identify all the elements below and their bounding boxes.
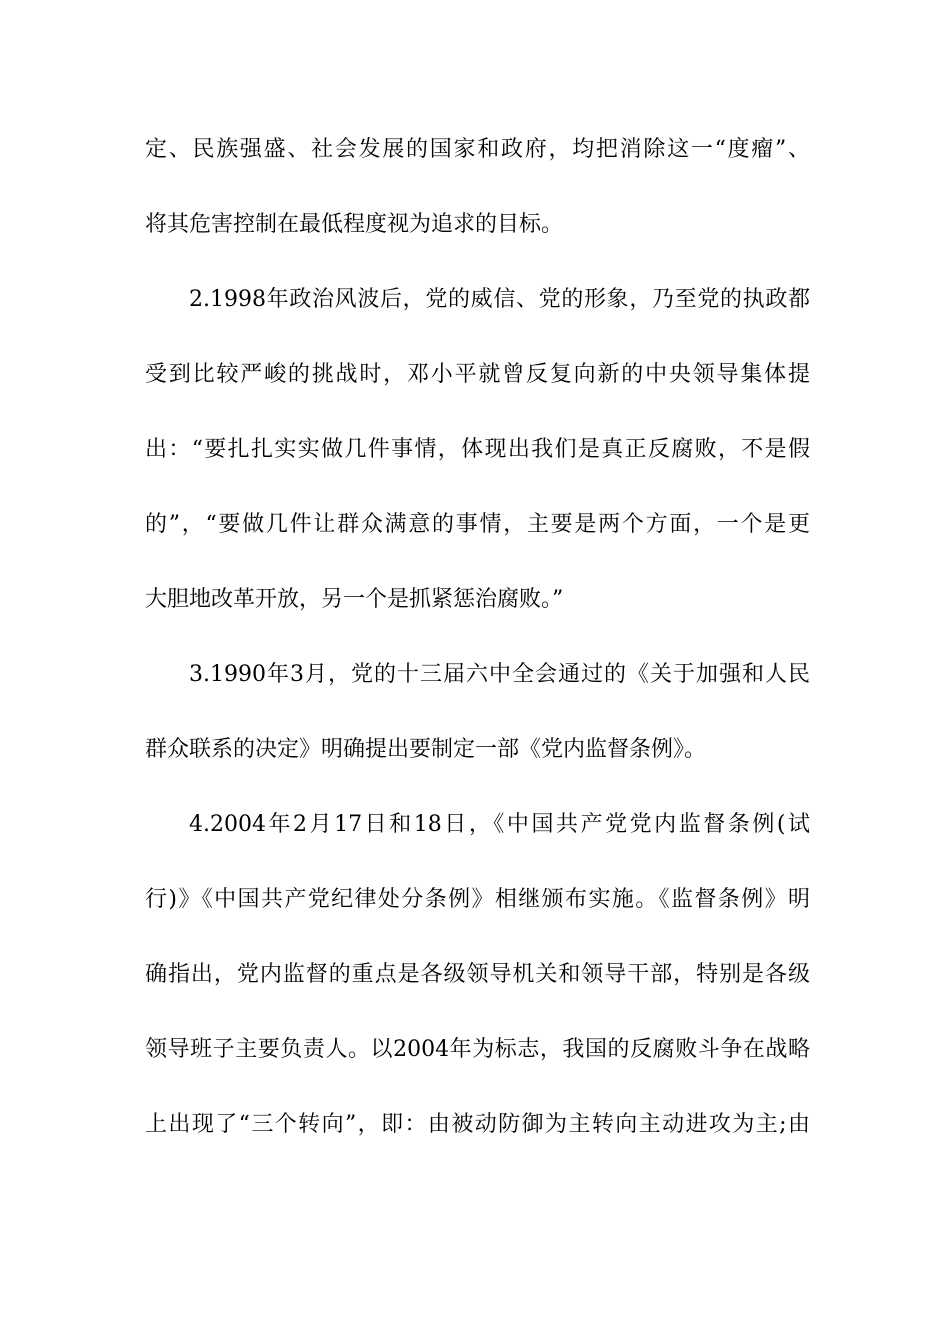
- text-line: 大胆地改革开放，另一个是抓紧惩治腐败。”: [145, 587, 564, 612]
- text-line: 群众联系的决定》明确提出要制定一部《党内监督条例》。: [145, 737, 707, 762]
- document-body: [145, 130, 810, 1180]
- text-line: 的”，“要做几件让群众满意的事情，主要是两个方面，一个是更: [145, 512, 810, 537]
- paragraph-start-line: 2.1998年政治风波后，党的威信、党的形象，乃至党的执政都: [189, 287, 810, 312]
- text-line: 将其危害控制在最低程度视为追求的目标。: [145, 212, 564, 237]
- text-line: 定、民族强盛、社会发展的国家和政府，均把消除这一“度瘤”、: [145, 137, 810, 162]
- paragraph-start-line: 3.1990年3月，党的十三届六中全会通过的《关于加强和人民: [189, 662, 810, 687]
- text-line: 确指出，党内监督的重点是各级领导机关和领导干部，特别是各级: [145, 962, 810, 987]
- text-line: 受到比较严峻的挑战时，邓小平就曾反复向新的中央领导集体提: [145, 362, 810, 387]
- text-line: 行)》《中国共产党纪律处分条例》相继颁布实施。《监督条例》明: [145, 887, 810, 912]
- text-line: 出：“要扎扎实实做几件事情，体现出我们是真正反腐败，不是假: [145, 437, 810, 462]
- text-line: 上出现了“三个转向”，即：由被动防御为主转向主动进攻为主;由: [145, 1112, 810, 1137]
- text-line: 领导班子主要负责人。以2004年为标志，我国的反腐败斗争在战略: [145, 1037, 810, 1062]
- paragraph-start-line: 4.2004年2月17日和18日，《中国共产党党内监督条例(试: [189, 812, 810, 837]
